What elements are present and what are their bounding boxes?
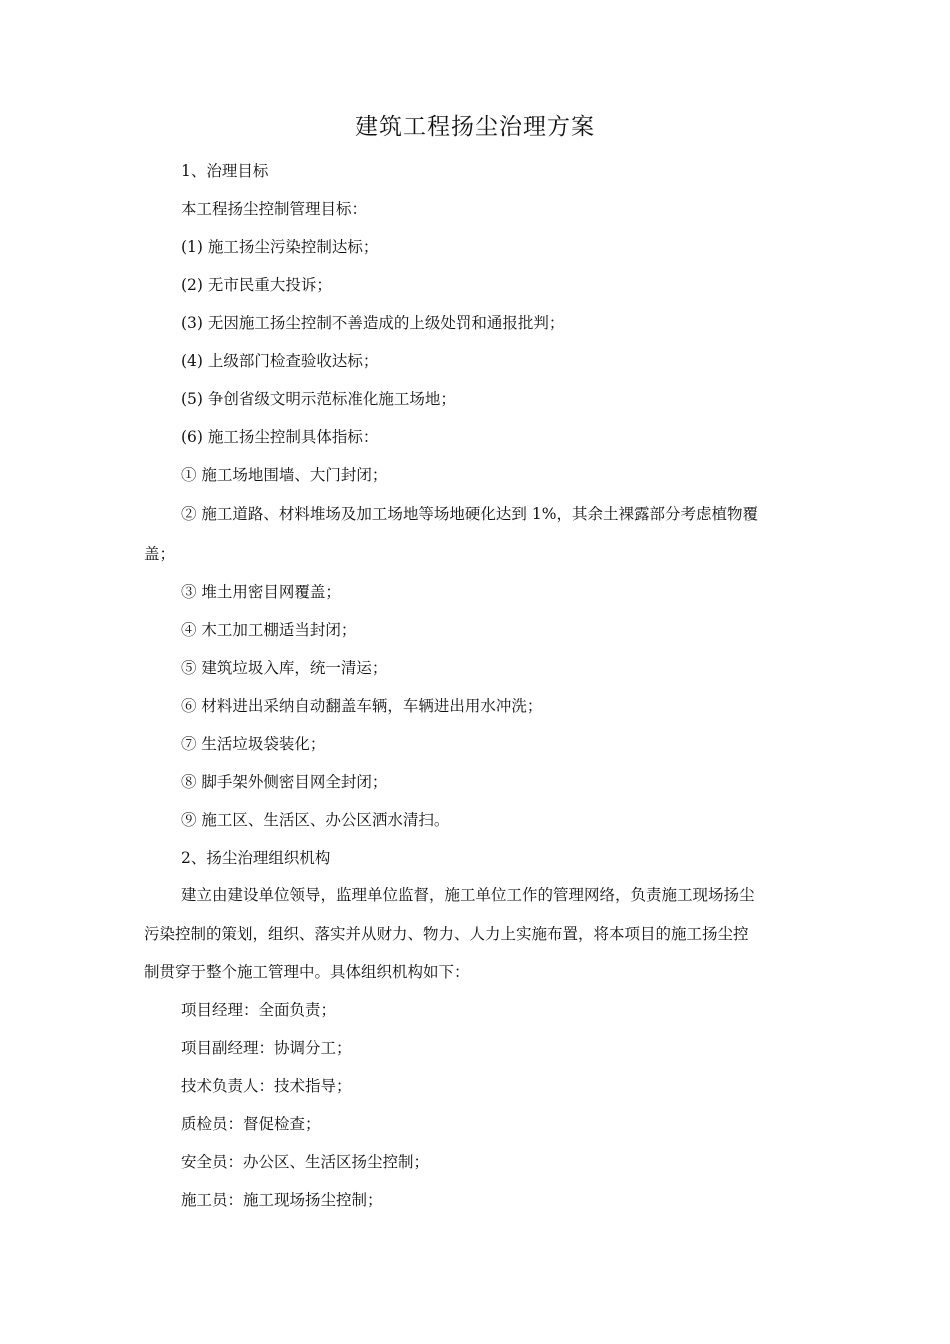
list-item: (6) 施工扬尘控制具体指标：: [181, 428, 379, 446]
section-heading-organization: 2、扬尘治理组织机构: [181, 849, 331, 867]
paragraph-line: 污染控制的策划，组织、落实并从财力、物力、人力上实施布置，将本项目的施工扬尘控: [144, 925, 749, 943]
role-item: 安全员：办公区、生活区扬尘控制；: [181, 1153, 430, 1171]
sub-list-item: ① 施工场地围墙、大门封闭；: [181, 466, 388, 484]
list-item: (3) 无因施工扬尘控制不善造成的上级处罚和通报批判；: [181, 314, 565, 332]
role-item: 项目经理：全面负责；: [181, 1001, 337, 1019]
sub-list-item-continuation: 盖；: [144, 545, 176, 563]
role-item: 技术负责人：技术指导；: [181, 1077, 352, 1095]
section-heading-goals: 1、治理目标: [181, 162, 269, 180]
role-item: 项目副经理：协调分工；: [181, 1039, 352, 1057]
role-item: 施工员：施工现场扬尘控制；: [181, 1191, 383, 1209]
list-item: (4) 上级部门检查验收达标；: [181, 352, 379, 370]
paragraph-line: 制贯穿于整个施工管理中。具体组织机构如下：: [144, 963, 470, 981]
sub-list-item: ⑧ 脚手架外侧密目网全封闭；: [181, 773, 388, 791]
sub-list-item: ④ 木工加工棚适当封闭；: [181, 621, 357, 639]
list-item: (1) 施工扬尘污染控制达标；: [181, 238, 379, 256]
sub-list-item: ② 施工道路、材料堆场及加工场地等场地硬化达到 1%，其余土裸露部分考虑植物覆: [181, 505, 758, 523]
sub-list-item: ⑥ 材料进出采纳自动翻盖车辆，车辆进出用水冲洗；: [181, 697, 543, 715]
sub-list-item: ⑤ 建筑垃圾入库，统一清运；: [181, 659, 388, 677]
list-item: (2) 无市民重大投诉；: [181, 276, 332, 294]
paragraph-line: 本工程扬尘控制管理目标：: [181, 200, 368, 218]
sub-list-item: ⑦ 生活垃圾袋装化；: [181, 735, 326, 753]
paragraph-line: 建立由建设单位领导，监理单位监督，施工单位工作的管理网络，负责施工现场扬尘: [181, 886, 755, 904]
sub-list-item: ⑨ 施工区、生活区、办公区洒水清扫。: [181, 811, 450, 829]
document-title: 建筑工程扬尘治理方案: [355, 114, 595, 140]
role-item: 质检员：督促检查；: [181, 1115, 321, 1133]
list-item: (5) 争创省级文明示范标准化施工场地；: [181, 390, 456, 408]
sub-list-item: ③ 堆土用密目网覆盖；: [181, 583, 341, 601]
